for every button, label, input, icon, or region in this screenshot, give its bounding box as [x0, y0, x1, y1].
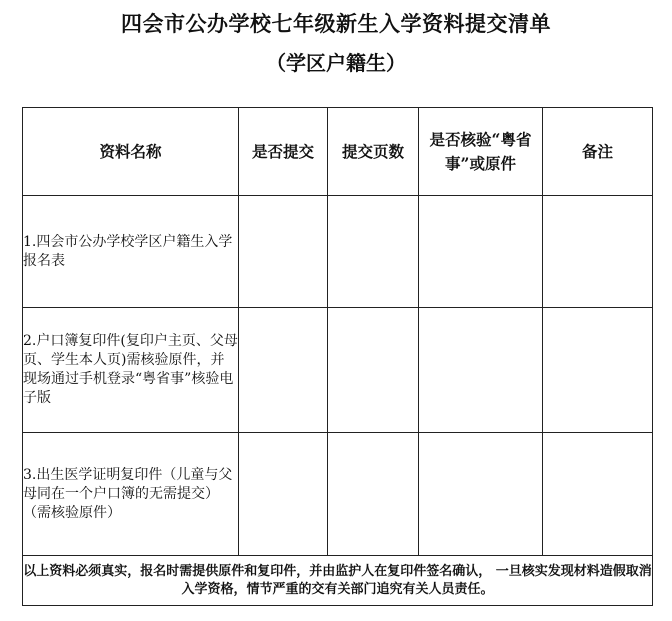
header-verification: 是否核验“粤省事”或原件	[419, 108, 543, 196]
remarks-cell	[543, 196, 653, 308]
document-title: 四会市公办学校七年级新生入学资料提交清单	[121, 11, 551, 36]
verified-cell	[419, 308, 543, 433]
verified-cell	[419, 433, 543, 556]
pages-cell	[328, 196, 419, 308]
submitted-cell	[239, 196, 328, 308]
material-name-text: 1.四会市公办学校学区户籍生入学报名表	[23, 233, 233, 269]
table-row	[23, 433, 653, 556]
header-submitted: 是否提交	[239, 108, 328, 196]
submitted-cell	[239, 308, 328, 433]
verified-cell	[419, 196, 543, 308]
table-header-row	[23, 108, 653, 196]
material-name-cell	[23, 433, 239, 556]
submitted-cell	[239, 433, 328, 556]
table-row	[23, 308, 653, 433]
material-name-cell	[23, 196, 239, 308]
material-name-cell	[23, 308, 239, 433]
remarks-cell	[543, 308, 653, 433]
pages-cell	[328, 433, 419, 556]
remarks-cell	[543, 433, 653, 556]
material-name-text: 3.出生医学证明复印件（儿童与父母同在一个户口簿的无需提交）（需核验原件）	[23, 466, 233, 521]
document-subtitle: （学区户籍生）	[266, 51, 406, 75]
materials-table	[22, 107, 653, 606]
table-row	[23, 196, 653, 308]
material-name-text: 2.户口簿复印件(复印户主页、父母页、学生本人页)需核验原件，并现场通过手机登录“粤省事”核验电子版	[23, 333, 238, 406]
header-page-count: 提交页数	[328, 108, 419, 196]
pages-cell	[328, 308, 419, 433]
footer-note: 以上资料必须真实，报名时需提供原件和复印件，并由监护人在复印件签名确认， 一旦核实发现材料造假取消入学资格，情节严重的交有关部门追究有关人员责任。	[23, 556, 653, 606]
header-remarks: 备注	[543, 108, 653, 196]
table-footer-row	[23, 556, 653, 606]
header-material-name: 资料名称	[23, 108, 239, 196]
